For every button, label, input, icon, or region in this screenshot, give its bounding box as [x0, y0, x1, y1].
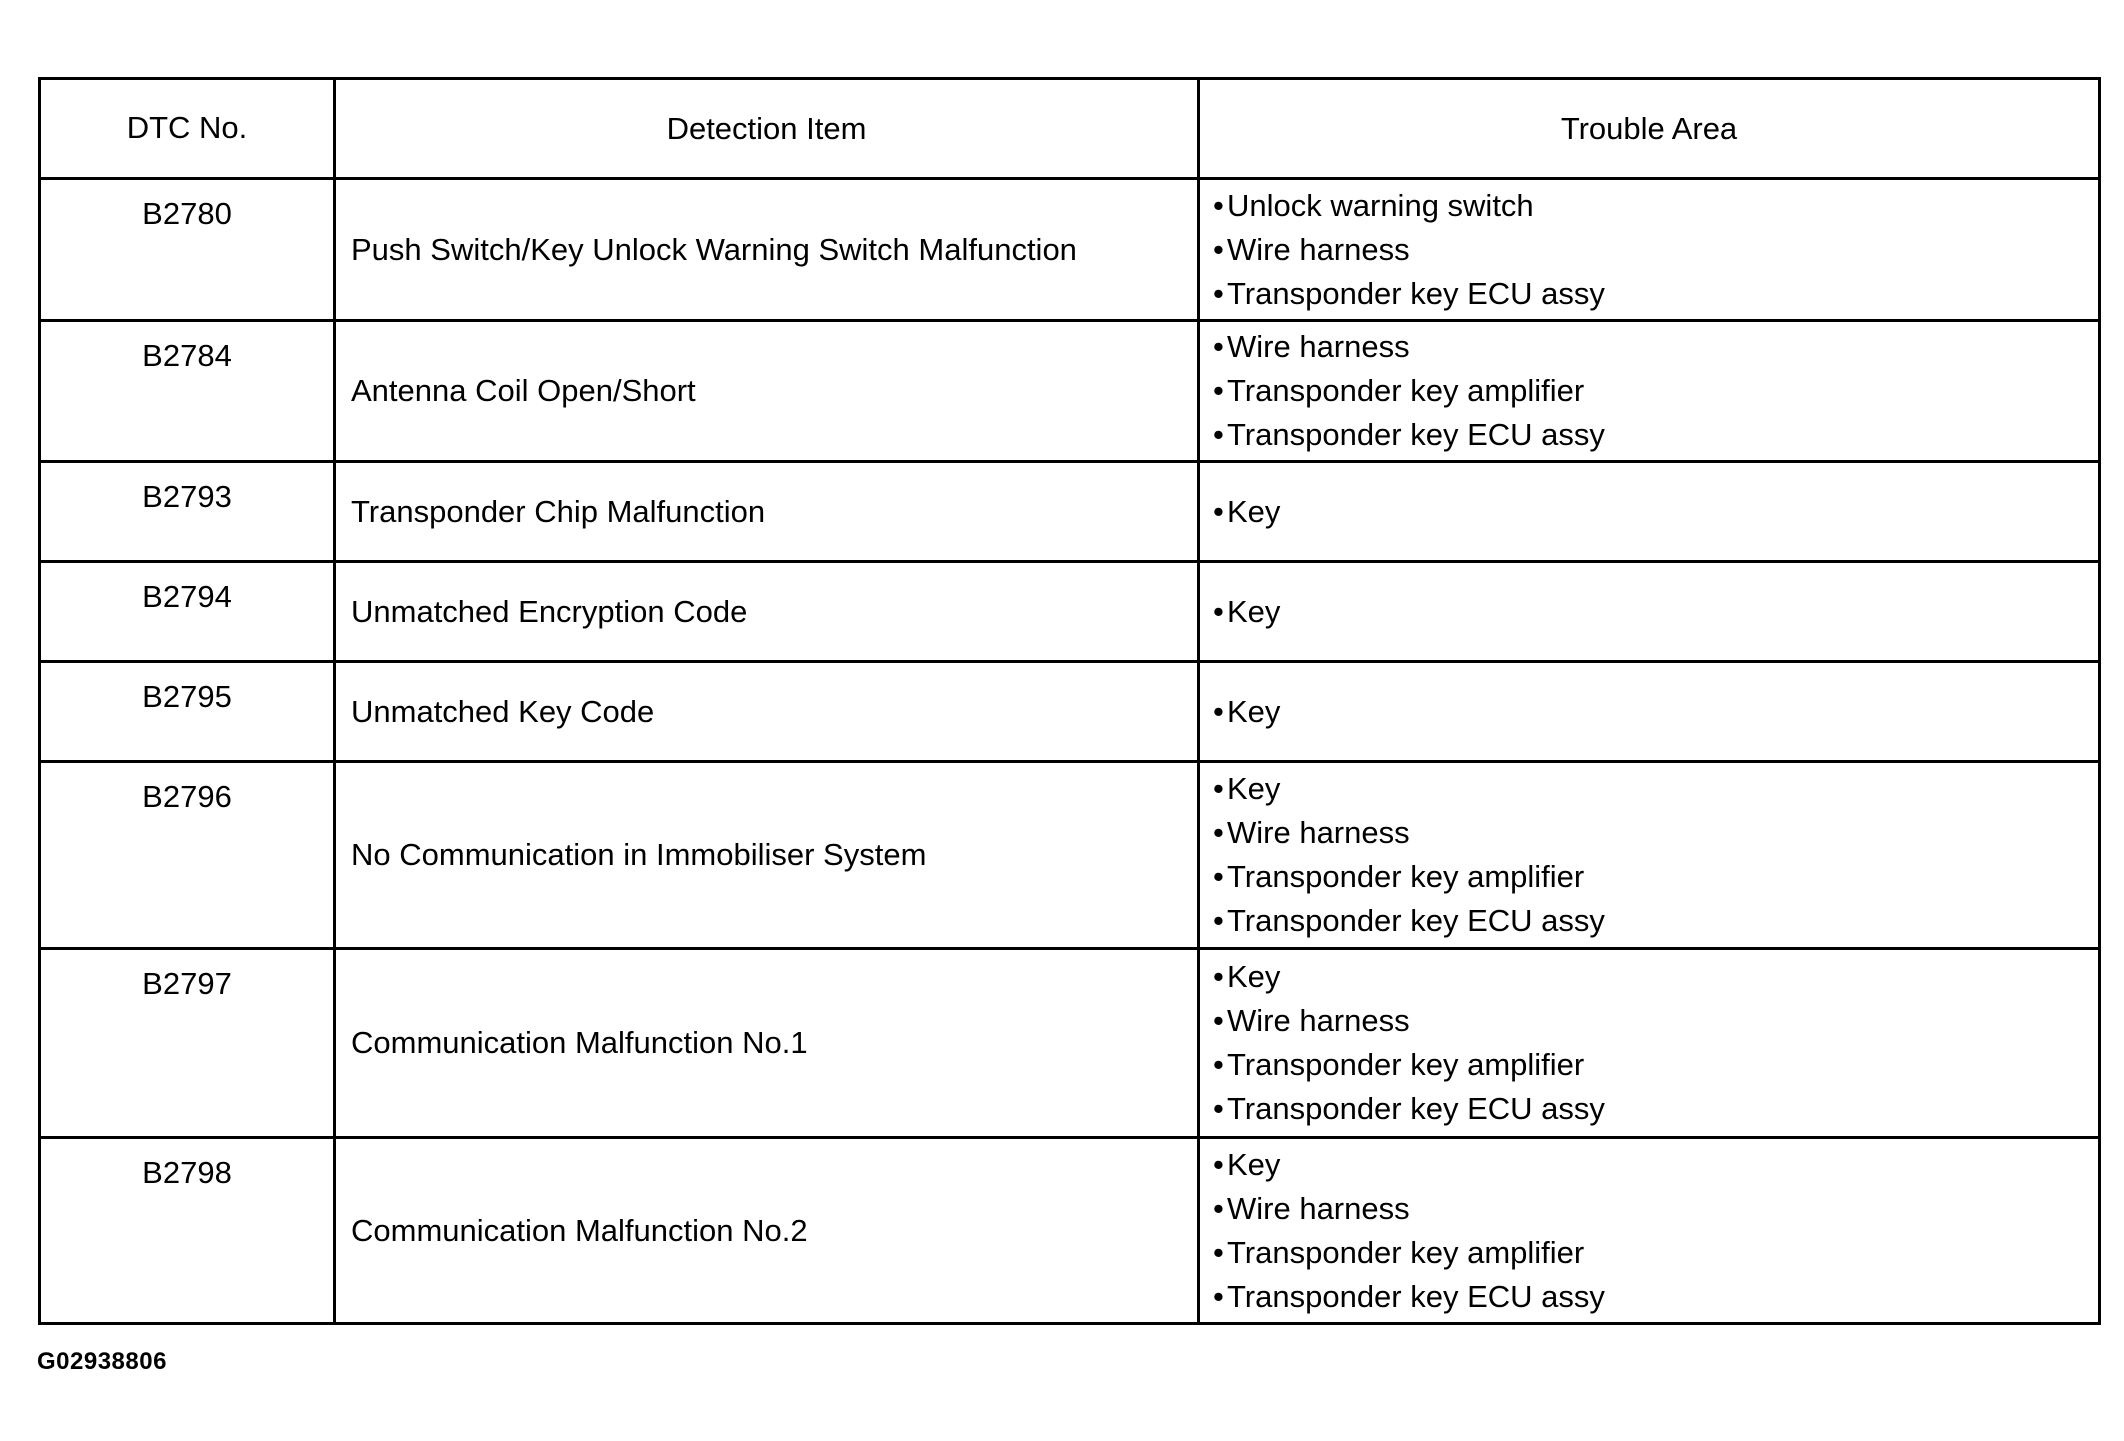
table-row	[40, 179, 2100, 321]
detection-item: Transponder Chip Malfunction	[335, 462, 1199, 562]
table-row	[40, 562, 2100, 662]
bullet-icon: •	[1213, 693, 1224, 729]
trouble-area-text: Transponder key ECU assy	[1227, 275, 1605, 311]
trouble-area-text: Key	[1227, 959, 1281, 994]
list-item	[1213, 490, 2098, 534]
trouble-area-text: Transponder key ECU assy	[1227, 1091, 1605, 1126]
dtc-code: B2795	[40, 662, 335, 762]
dtc-code: B2797	[40, 949, 335, 1138]
list-item	[1213, 1087, 2098, 1131]
trouble-area-list	[1213, 184, 2098, 316]
trouble-area-text: Key	[1227, 693, 1281, 729]
trouble-area-text: Transponder key ECU assy	[1227, 903, 1605, 938]
trouble-area-text: Wire harness	[1227, 1003, 1410, 1038]
list-item	[1213, 325, 2098, 369]
trouble-area-text: Key	[1227, 593, 1281, 629]
dtc-code: B2796	[40, 762, 335, 949]
trouble-area	[1199, 949, 2100, 1138]
bullet-icon: •	[1213, 1234, 1224, 1270]
trouble-area-list	[1213, 767, 2098, 943]
bullet-icon: •	[1213, 417, 1224, 452]
list-item	[1213, 690, 2098, 734]
trouble-area	[1199, 562, 2100, 662]
list-item	[1213, 999, 2098, 1043]
header-detection-item: Detection Item	[335, 79, 1199, 179]
trouble-area-text: Transponder key amplifier	[1227, 1047, 1585, 1082]
trouble-area	[1199, 321, 2100, 462]
trouble-area-text: Key	[1227, 1146, 1281, 1182]
trouble-area-text: Transponder key amplifier	[1227, 1234, 1585, 1270]
list-item	[1213, 590, 2098, 634]
bullet-icon: •	[1213, 815, 1224, 850]
trouble-area-text: Key	[1227, 493, 1281, 529]
trouble-area	[1199, 179, 2100, 321]
list-item	[1213, 184, 2098, 228]
table-row	[40, 762, 2100, 949]
bullet-icon: •	[1213, 1003, 1224, 1038]
list-item	[1213, 767, 2098, 811]
bullet-icon: •	[1213, 593, 1224, 629]
trouble-area-text: Transponder key ECU assy	[1227, 1278, 1605, 1314]
bullet-icon: •	[1213, 187, 1224, 223]
table-row	[40, 462, 2100, 562]
trouble-area-list	[1213, 1143, 2098, 1319]
trouble-area	[1199, 662, 2100, 762]
trouble-area-text: Unlock warning switch	[1227, 187, 1534, 223]
trouble-area-text: Wire harness	[1227, 329, 1410, 364]
list-item	[1213, 369, 2098, 413]
figure-id: G02938806	[37, 1348, 167, 1375]
header-dtc-no: DTC No.	[40, 79, 335, 179]
trouble-area	[1199, 762, 2100, 949]
trouble-area-text: Wire harness	[1227, 1190, 1410, 1226]
trouble-area-text: Transponder key amplifier	[1227, 373, 1585, 408]
trouble-area-list	[1213, 690, 2098, 734]
bullet-icon: •	[1213, 275, 1224, 311]
trouble-area-text: Transponder key amplifier	[1227, 859, 1585, 894]
bullet-icon: •	[1213, 329, 1224, 364]
detection-item: Communication Malfunction No.1	[335, 949, 1199, 1138]
list-item	[1213, 413, 2098, 457]
list-item	[1213, 1231, 2098, 1275]
detection-item: Push Switch/Key Unlock Warning Switch Malfunction	[335, 179, 1199, 321]
table-row	[40, 321, 2100, 462]
list-item	[1213, 228, 2098, 272]
dtc-code: B2784	[40, 321, 335, 462]
detection-item: Unmatched Key Code	[335, 662, 1199, 762]
trouble-area	[1199, 1138, 2100, 1324]
trouble-area-text: Wire harness	[1227, 231, 1410, 267]
bullet-icon: •	[1213, 859, 1224, 894]
trouble-area	[1199, 462, 2100, 562]
trouble-area-list	[1213, 955, 2098, 1131]
list-item	[1213, 1143, 2098, 1187]
list-item	[1213, 955, 2098, 999]
detection-item: Communication Malfunction No.2	[335, 1138, 1199, 1324]
bullet-icon: •	[1213, 231, 1224, 267]
header-trouble-area: Trouble Area	[1199, 79, 2100, 179]
table-row	[40, 1138, 2100, 1324]
list-item	[1213, 855, 2098, 899]
bullet-icon: •	[1213, 1047, 1224, 1082]
trouble-area-list	[1213, 325, 2098, 457]
list-item	[1213, 1043, 2098, 1087]
trouble-area-text: Key	[1227, 771, 1281, 806]
trouble-area-text: Wire harness	[1227, 815, 1410, 850]
list-item	[1213, 272, 2098, 316]
detection-item: Unmatched Encryption Code	[335, 562, 1199, 662]
table-row	[40, 949, 2100, 1138]
detection-item: Antenna Coil Open/Short	[335, 321, 1199, 462]
list-item	[1213, 811, 2098, 855]
dtc-code: B2798	[40, 1138, 335, 1324]
table-body	[40, 179, 2100, 1324]
table-row	[40, 662, 2100, 762]
trouble-area-list	[1213, 490, 2098, 534]
header-row	[40, 79, 2100, 179]
dtc-table	[38, 77, 2101, 1325]
bullet-icon: •	[1213, 903, 1224, 938]
trouble-area-list	[1213, 590, 2098, 634]
bullet-icon: •	[1213, 1190, 1224, 1226]
bullet-icon: •	[1213, 771, 1224, 806]
dtc-code: B2780	[40, 179, 335, 321]
dtc-code: B2794	[40, 562, 335, 662]
list-item	[1213, 1275, 2098, 1319]
bullet-icon: •	[1213, 959, 1224, 994]
bullet-icon: •	[1213, 373, 1224, 408]
bullet-icon: •	[1213, 1091, 1224, 1126]
dtc-code: B2793	[40, 462, 335, 562]
bullet-icon: •	[1213, 493, 1224, 529]
list-item	[1213, 1187, 2098, 1231]
bullet-icon: •	[1213, 1146, 1224, 1182]
list-item	[1213, 899, 2098, 943]
bullet-icon: •	[1213, 1278, 1224, 1314]
trouble-area-text: Transponder key ECU assy	[1227, 417, 1605, 452]
detection-item: No Communication in Immobiliser System	[335, 762, 1199, 949]
